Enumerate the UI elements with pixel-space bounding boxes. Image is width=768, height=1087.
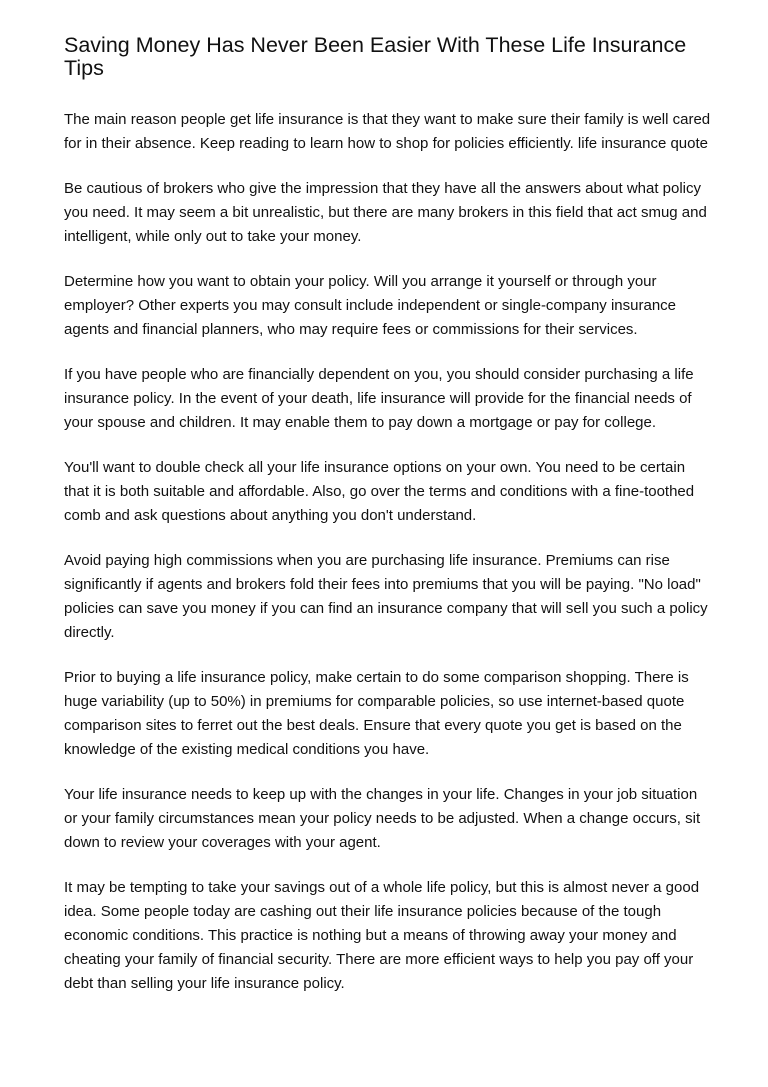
paragraph-1: The main reason people get life insurance is that they want to make sure their family is well cared for in their absence. Keep reading to learn how to shop for policies efficiently. life insurance quote [64, 111, 711, 152]
paragraph-7: Prior to buying a life insurance policy, make certain to do some comparison shopping. There is huge variability (up to 50%) in premiums for comparable policies, so use internet-based quote comparison sites to ferret out the best deals. Ensure that every quote you get is based on the knowledge of the existing medical conditions you have. [64, 669, 689, 758]
paragraph-9: It may be tempting to take your savings out of a whole life policy, but this is almost never a good idea. Some people today are cashing out their life insurance policies because of the tough economic conditions. This practice is nothing but a means of throwing away your money and cheating your family of financial security. There are more efficient ways to help you pay off your debt than selling your life insurance policy. [64, 879, 700, 992]
paragraph-2: Be cautious of brokers who give the impression that they have all the answers about what policy you need. It may seem a bit unrealistic, but there are many brokers in this field that act smug and intelligent, while only out to take your money. [64, 180, 707, 245]
paragraph-3: Determine how you want to obtain your policy. Will you arrange it yourself or through your employer? Other experts you may consult include independent or single-company insurance agents and financial planners, who may require fees or commissions for their services. [64, 273, 677, 338]
paragraph-6: Avoid paying high commissions when you are purchasing life insurance. Premiums can rise significantly if agents and brokers fold their fees into premiums that you will be paying. "No load" policies can save you money if you can find an insurance company that will sell you such a policy directly. [64, 552, 708, 641]
paragraph-4: If you have people who are financially dependent on you, you should consider purchasing a life insurance policy. In the event of your death, life insurance will provide for the financial needs of your spouse and children. It may enable them to pay down a mortgage or pay for college. [64, 366, 694, 431]
page-title: Saving Money Has Never Been Easier With These Life Insurance Tips [64, 33, 687, 80]
paragraph-8: Your life insurance needs to keep up with the changes in your life. Changes in your job situation or your family circumstances mean your policy needs to be adjusted. When a change occurs, sit down to review your coverages with your agent. [64, 786, 701, 851]
paragraph-5: You'll want to double check all your life insurance options on your own. You need to be certain that it is both suitable and affordable. Also, go over the terms and conditions with a fine-toothed comb and ask questions about anything you don't understand. [64, 459, 695, 524]
document-page [64, 34, 714, 1017]
